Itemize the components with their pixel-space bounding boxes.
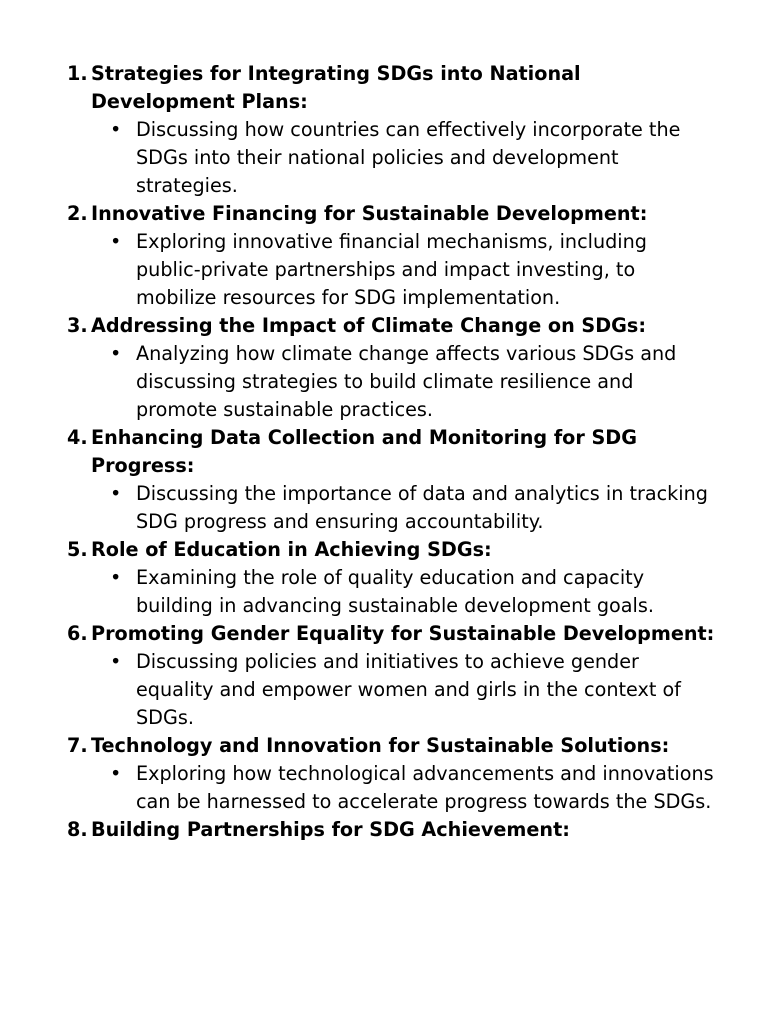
bullet-icon: • — [110, 230, 122, 253]
item-number: 8. — [67, 818, 88, 841]
document-body — [67, 60, 717, 844]
item-number: 5. — [67, 538, 88, 561]
bullet-icon: • — [110, 482, 122, 505]
bullet-icon: • — [110, 650, 122, 673]
bullet-text: Discussing policies and initiatives to achieve gender equality and empower women and girls in the context of SDGs. — [136, 650, 681, 729]
item-heading: Strategies for Integrating SDGs into National Development Plans: — [91, 62, 581, 113]
bullet-point — [91, 116, 717, 200]
item-number: 4. — [67, 426, 88, 449]
bullet-icon: • — [110, 762, 122, 785]
bullet-text: Exploring how technological advancements and innovations can be harnessed to accelerate progress towards the SDGs. — [136, 762, 714, 813]
bullet-point — [91, 564, 717, 620]
bullet-icon: • — [110, 566, 122, 589]
item-heading: Innovative Financing for Sustainable Development: — [91, 202, 648, 225]
item-heading: Role of Education in Achieving SDGs: — [91, 538, 492, 561]
bullet-point — [91, 648, 717, 732]
bullet-text: Exploring innovative financial mechanisms, including public-private partnerships and impact investing, to mobilize resources for SDG implementation. — [136, 230, 647, 309]
bullet-text: Analyzing how climate change affects various SDGs and discussing strategies to build climate resilience and promote sustainable practices. — [136, 342, 677, 421]
list-item — [67, 200, 717, 312]
list-item — [67, 816, 717, 844]
item-heading: Technology and Innovation for Sustainable Solutions: — [91, 734, 670, 757]
item-heading: Promoting Gender Equality for Sustainable Development: — [91, 622, 715, 645]
bullet-text: Discussing how countries can effectively incorporate the SDGs into their national policies and development strategies. — [136, 118, 681, 197]
item-number: 7. — [67, 734, 88, 757]
list-item — [67, 424, 717, 536]
item-heading: Building Partnerships for SDG Achievement: — [91, 818, 570, 841]
bullet-point — [91, 228, 717, 312]
bullet-point — [91, 340, 717, 424]
bullet-icon: • — [110, 342, 122, 365]
list-item — [67, 620, 717, 732]
bullet-text: Examining the role of quality education and capacity building in advancing sustainable development goals. — [136, 566, 654, 617]
bullet-point — [91, 480, 717, 536]
item-number: 2. — [67, 202, 88, 225]
list-item — [67, 60, 717, 200]
item-heading: Enhancing Data Collection and Monitoring for SDG Progress: — [91, 426, 637, 477]
bullet-point — [91, 760, 717, 816]
item-number: 6. — [67, 622, 88, 645]
list-item — [67, 312, 717, 424]
bullet-icon: • — [110, 118, 122, 141]
item-number: 1. — [67, 62, 88, 85]
list-item — [67, 536, 717, 620]
bullet-text: Discussing the importance of data and analytics in tracking SDG progress and ensuring accountability. — [136, 482, 708, 533]
item-number: 3. — [67, 314, 88, 337]
item-heading: Addressing the Impact of Climate Change on SDGs: — [91, 314, 646, 337]
list-item — [67, 732, 717, 816]
